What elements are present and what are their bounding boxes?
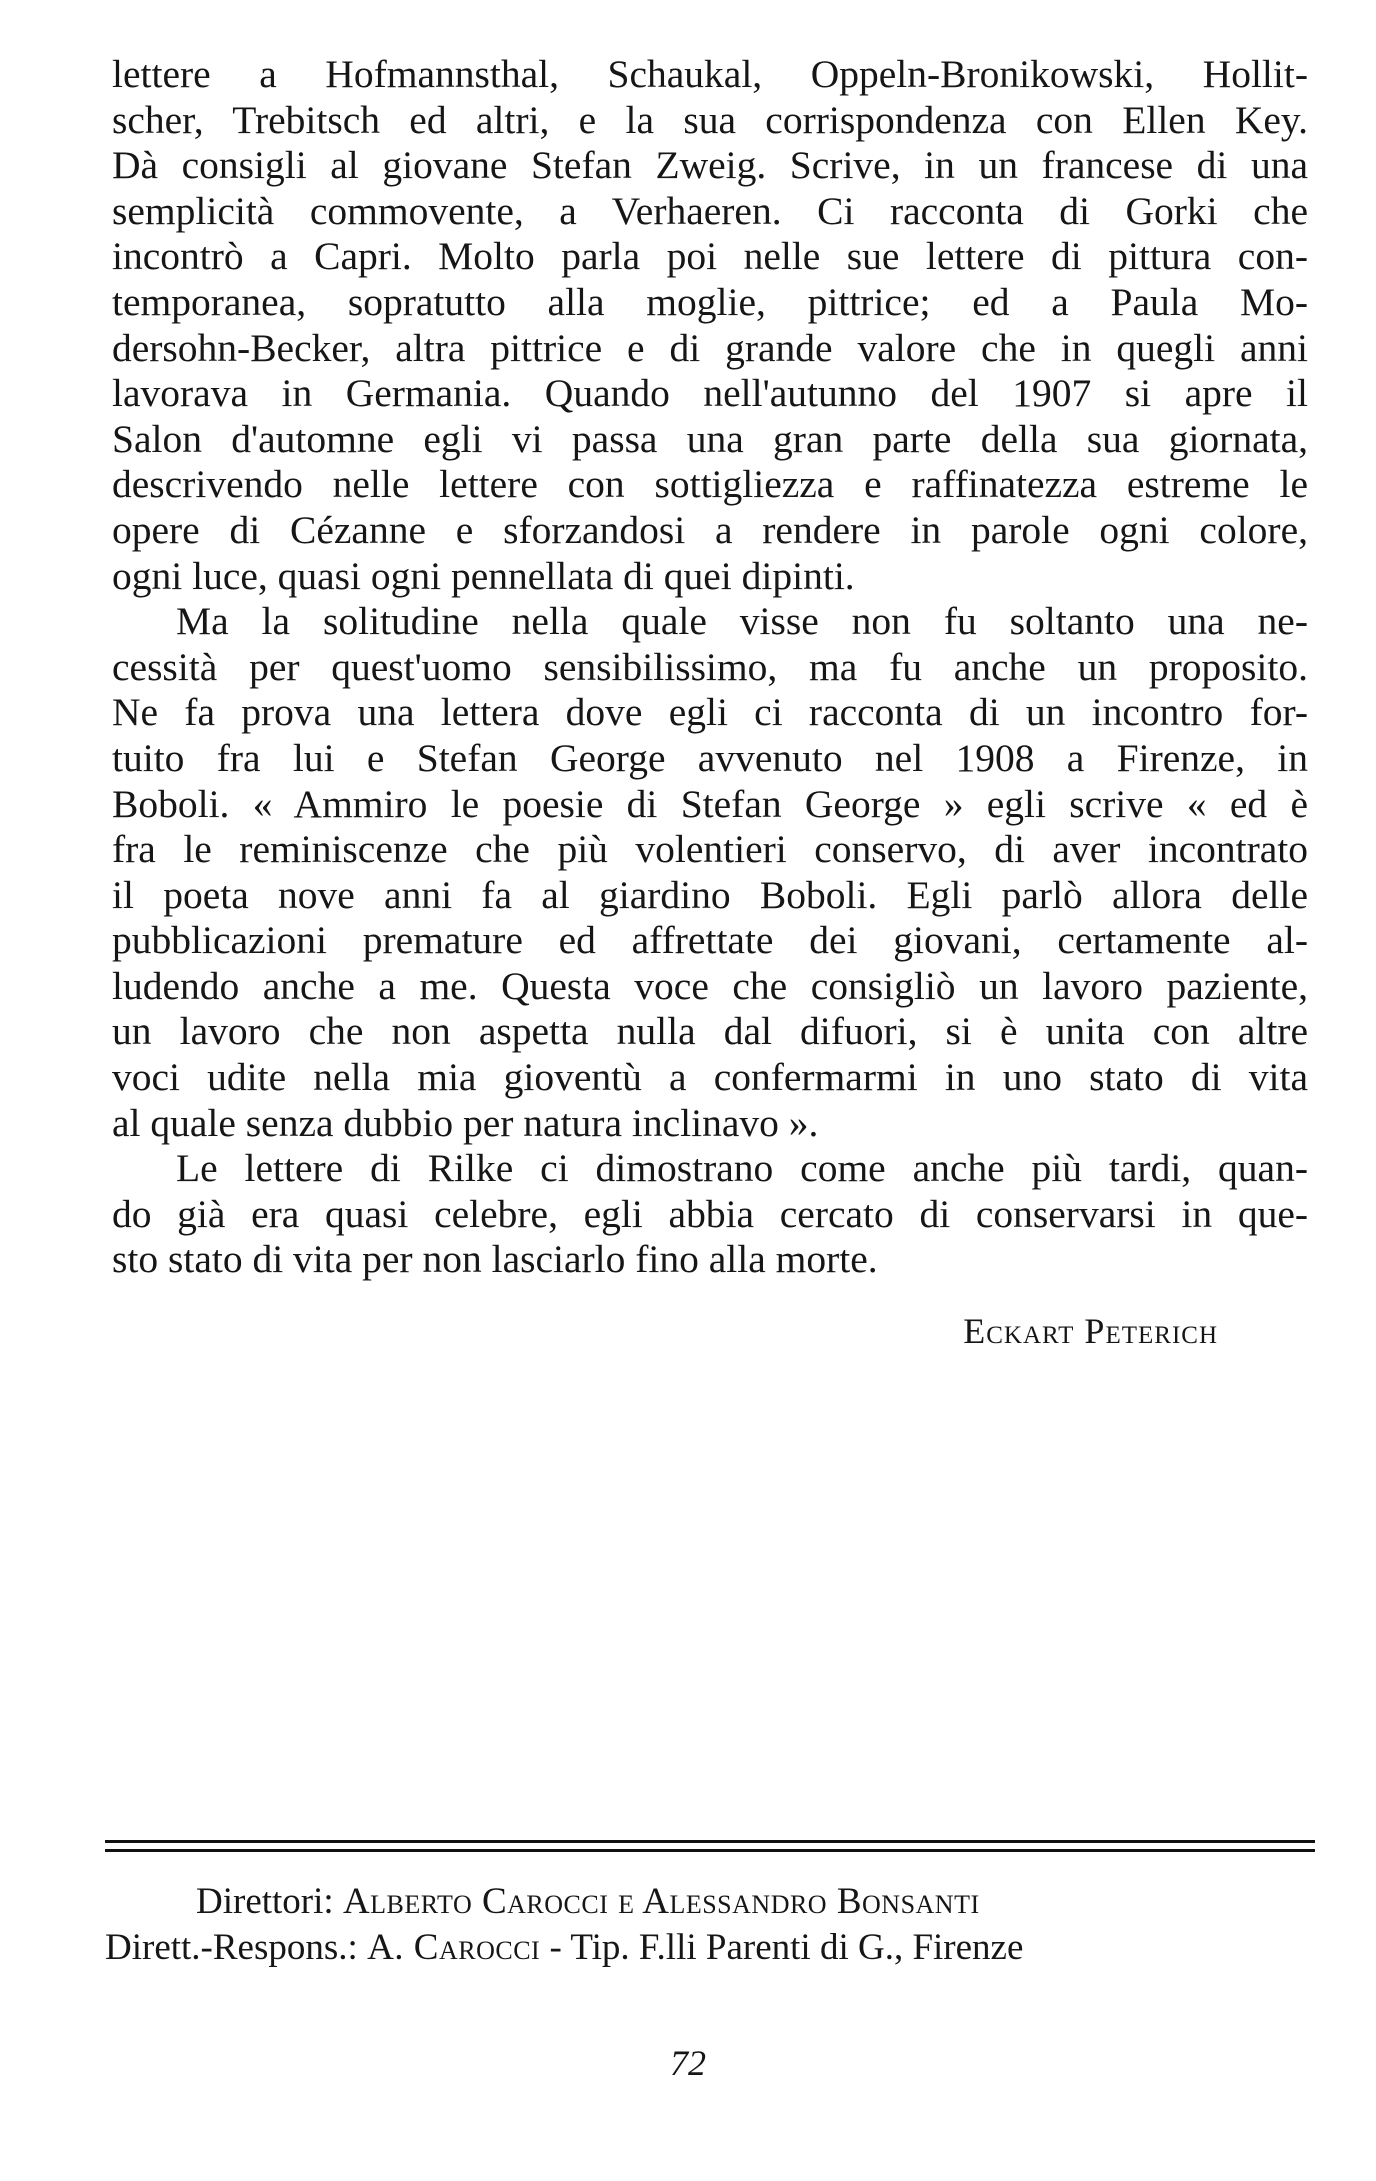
printer-info: - Tip. F.lli Parenti di G., Firenze bbox=[549, 1927, 1024, 1968]
paragraph-2 bbox=[112, 599, 1308, 1146]
text-line: pubblicazioni premature ed affrettate dei giovani, certamente al- bbox=[112, 918, 1308, 963]
directors-names: Alberto Carocci e Alessandro Bonsanti bbox=[342, 1881, 980, 1922]
text-line: incontrò a Capri. Molto parla poi nelle sue lettere di pittura con- bbox=[112, 234, 1308, 279]
responsible-director-label: Dirett.-Respons.: bbox=[105, 1927, 358, 1968]
text-line: dersohn-Becker, altra pittrice e di grande valore che in quegli anni bbox=[112, 325, 1308, 370]
text-line: temporanea, sopratutto alla moglie, pittrice; ed a Paula Mo- bbox=[112, 279, 1308, 324]
author-signature: Eckart Peterich bbox=[963, 1311, 1218, 1351]
text-line: Salon d'automne egli vi passa una gran parte della sua giornata, bbox=[112, 416, 1308, 461]
footer-rule-bottom bbox=[105, 1849, 1315, 1852]
text-line: voci udite nella mia gioventù a confermarmi in uno stato di vita bbox=[112, 1055, 1308, 1100]
text-line: sto stato di vita per non lasciarlo fino alla morte. bbox=[112, 1237, 878, 1282]
text-line: descrivendo nelle lettere con sottigliezza e raffinatezza estreme le bbox=[112, 462, 1308, 507]
text-line: un lavoro che non aspetta nulla dal difuori, si è unita con altre bbox=[112, 1009, 1308, 1054]
text-line: ogni luce, quasi ogni pennellata di quei dipinti. bbox=[112, 553, 855, 598]
paragraph-1 bbox=[112, 52, 1308, 599]
text-line: lettere a Hofmannsthal, Schaukal, Oppeln-Bronikowski, Hollit- bbox=[112, 52, 1308, 96]
text-line: tuito fra lui e Stefan George avvenuto nel 1908 a Firenze, in bbox=[112, 735, 1308, 780]
footer-rule-top bbox=[105, 1840, 1315, 1843]
text-line: semplicità commovente, a Verhaeren. Ci racconta di Gorki che bbox=[112, 188, 1308, 233]
text-line: scher, Trebitsch ed altri, e la sua corrispondenza con Ellen Key. bbox=[112, 97, 1308, 142]
text-line: Le lettere di Rilke ci dimostrano come anche più tardi, quan- bbox=[176, 1146, 1308, 1191]
directors-label: Direttori: bbox=[196, 1881, 334, 1922]
text-line: lavorava in Germania. Quando nell'autunno del 1907 si apre il bbox=[112, 371, 1308, 416]
article-body bbox=[112, 52, 1308, 1283]
text-line: al quale senza dubbio per natura inclinavo ». bbox=[112, 1100, 819, 1145]
responsible-director-name: A. Carocci bbox=[367, 1927, 541, 1968]
text-line: opere di Cézanne e sforzandosi a rendere in parole ogni colore, bbox=[112, 507, 1308, 552]
text-line: do già era quasi celebre, egli abbia cercato di conservarsi in que- bbox=[112, 1191, 1308, 1236]
text-line: cessità per quest'uomo sensibilissimo, ma fu anche un proposito. bbox=[112, 644, 1308, 689]
text-line: ludendo anche a me. Questa voce che consigliò un lavoro paziente, bbox=[112, 963, 1308, 1008]
text-line: fra le reminiscenze che più volentieri conservo, di aver incontrato bbox=[112, 827, 1308, 872]
page-number: 72 bbox=[670, 2043, 706, 2083]
text-line: Ne fa prova una lettera dove egli ci racconta di un incontro for- bbox=[112, 690, 1308, 735]
footer-directors bbox=[196, 1880, 980, 1923]
text-line: il poeta nove anni fa al giardino Boboli. Egli parlò allora delle bbox=[112, 872, 1308, 917]
text-line: Dà consigli al giovane Stefan Zweig. Scrive, in un francese di una bbox=[112, 143, 1308, 188]
paragraph-3 bbox=[112, 1146, 1308, 1283]
text-line: Ma la solitudine nella quale visse non fu soltanto una ne- bbox=[176, 599, 1308, 644]
text-line: Boboli. « Ammiro le poesie di Stefan George » egli scrive « ed è bbox=[112, 781, 1308, 826]
footer-publisher bbox=[105, 1926, 1023, 1969]
